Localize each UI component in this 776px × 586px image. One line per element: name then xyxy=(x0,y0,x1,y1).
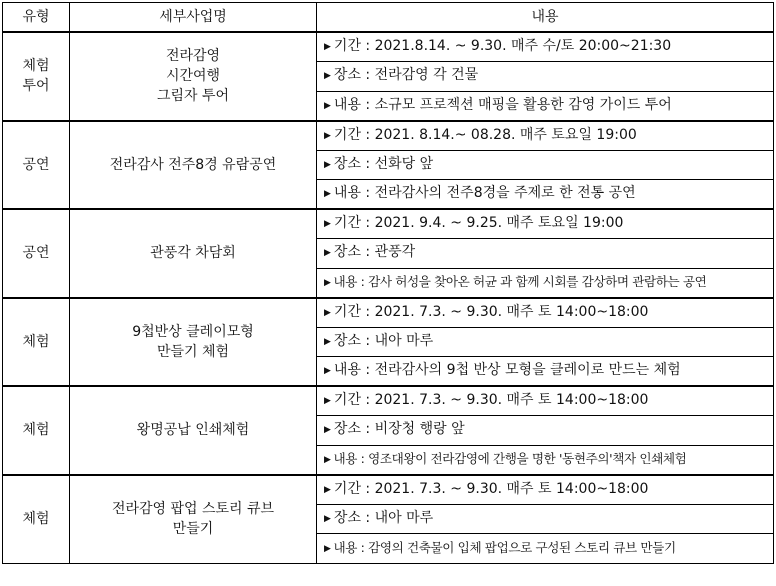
program-type-line: 투어 xyxy=(22,78,50,95)
program-name xyxy=(70,475,317,564)
program-name-line: 전라감영 xyxy=(165,48,221,65)
program-name-line: 왕명공납 인쇄체험 xyxy=(136,422,250,439)
triangle-bullet-icon: ▶ xyxy=(324,543,331,554)
triangle-bullet-icon: ▶ xyxy=(324,189,331,199)
detail-text: 내용 : 감사 허성을 찾아온 허균 과 함께 시회를 감상하며 관람하는 공연 xyxy=(333,274,707,289)
detail-text: 기간 : 2021. 7.3. ~ 9.30. 매주 토 14:00~18:00 xyxy=(333,303,649,320)
detail-period xyxy=(317,475,774,505)
program-name xyxy=(70,298,317,387)
table-row xyxy=(3,475,774,505)
triangle-bullet-icon: ▶ xyxy=(324,513,331,524)
program-name-line: 시간여행 xyxy=(165,68,221,85)
detail-description xyxy=(317,445,774,475)
detail-text: 장소 : 비장청 행랑 앞 xyxy=(333,421,465,438)
detail-period xyxy=(317,32,774,62)
triangle-bullet-icon: ▶ xyxy=(324,307,331,318)
detail-location xyxy=(317,327,774,357)
table-row xyxy=(3,298,774,328)
detail-period xyxy=(317,298,774,328)
program-type-line: 체험 xyxy=(22,511,50,527)
program-type xyxy=(3,32,70,121)
detail-text: 장소 : 전라감영 각 건물 xyxy=(333,67,479,84)
triangle-bullet-icon: ▶ xyxy=(324,396,331,406)
header-program-name: 세부사업명 xyxy=(70,3,317,33)
detail-text: 내용 : 소규모 프로젝션 매핑을 활용한 감영 가이드 투어 xyxy=(333,96,672,113)
detail-description xyxy=(317,180,774,210)
detail-location xyxy=(317,239,774,269)
detail-period xyxy=(317,386,774,416)
detail-text: 장소 : 내아 마루 xyxy=(333,332,434,349)
detail-description xyxy=(317,534,774,564)
triangle-bullet-icon: ▶ xyxy=(324,130,331,141)
triangle-bullet-icon: ▶ xyxy=(324,366,331,376)
detail-text: 기간 : 2021.8.14. ~ 9.30. 매주 수/토 20:00~21:30 xyxy=(333,38,672,54)
detail-description xyxy=(317,357,774,387)
detail-period xyxy=(317,121,774,151)
program-name-line: 관풍각 차담회 xyxy=(150,245,236,262)
detail-location xyxy=(317,62,774,92)
detail-text: 장소 : 선화당 앞 xyxy=(333,155,434,172)
header-content: 내용 xyxy=(317,3,774,33)
program-name-line: 만들기 xyxy=(172,521,214,537)
detail-text: 기간 : 2021. 7.3. ~ 9.30. 매주 토 14:00~18:00 xyxy=(333,480,649,497)
triangle-bullet-icon: ▶ xyxy=(324,336,331,347)
triangle-bullet-icon: ▶ xyxy=(324,484,331,495)
program-schedule-table xyxy=(2,2,774,564)
table-body xyxy=(3,32,774,563)
detail-location xyxy=(317,150,774,180)
program-type xyxy=(3,475,70,564)
header-type: 유형 xyxy=(3,3,70,33)
detail-text: 장소 : 내아 마루 xyxy=(333,509,434,526)
detail-description xyxy=(317,91,774,121)
program-name xyxy=(70,32,317,121)
detail-text: 내용 : 영조대왕이 전라감영에 간행을 명한 '동현주의'책자 인쇄체험 xyxy=(333,451,687,466)
program-type xyxy=(3,386,70,475)
program-name xyxy=(70,209,317,298)
program-name-line: 전라감사 전주8경 유람공연 xyxy=(109,156,277,173)
program-name xyxy=(70,386,317,475)
triangle-bullet-icon: ▶ xyxy=(324,455,331,465)
program-name-line: 그림자 투어 xyxy=(156,88,230,105)
triangle-bullet-icon: ▶ xyxy=(324,425,331,436)
triangle-bullet-icon: ▶ xyxy=(324,278,331,288)
program-type-line: 체험 xyxy=(22,422,50,439)
program-name-line: 만들기 체험 xyxy=(156,343,230,360)
program-name xyxy=(70,121,317,210)
table-row xyxy=(3,209,774,239)
detail-location xyxy=(317,416,774,446)
triangle-bullet-icon: ▶ xyxy=(324,219,331,229)
program-name-line: 9첩반상 클레이모형 xyxy=(132,323,254,340)
table-row xyxy=(3,32,774,62)
table-row xyxy=(3,386,774,416)
program-name-line: 전라감영 팝업 스토리 큐브 xyxy=(111,501,275,517)
triangle-bullet-icon: ▶ xyxy=(324,42,331,52)
program-type xyxy=(3,121,70,210)
detail-text: 기간 : 2021. 7.3. ~ 9.30. 매주 토 14:00~18:00 xyxy=(333,392,649,408)
program-type-line: 체험 xyxy=(22,333,50,350)
triangle-bullet-icon: ▶ xyxy=(324,159,331,170)
triangle-bullet-icon: ▶ xyxy=(324,248,331,259)
detail-text: 장소 : 관풍각 xyxy=(333,244,416,261)
detail-period xyxy=(317,209,774,239)
program-type-line: 공연 xyxy=(22,156,50,173)
detail-text: 내용 : 감영의 건축물이 입체 팝업으로 구성된 스토리 큐브 만들기 xyxy=(333,539,676,555)
program-type xyxy=(3,209,70,298)
detail-location xyxy=(317,504,774,534)
detail-text: 내용 : 전라감사의 전주8경을 주제로 한 전통 공연 xyxy=(333,185,636,201)
triangle-bullet-icon: ▶ xyxy=(324,71,331,82)
program-type-line: 체험 xyxy=(22,58,50,75)
detail-text: 기간 : 2021. 9.4. ~ 9.25. 매주 토요일 19:00 xyxy=(333,215,624,231)
table-row xyxy=(3,121,774,151)
program-type-line: 공연 xyxy=(22,245,50,262)
detail-description xyxy=(317,268,774,298)
detail-text: 내용 : 전라감사의 9첩 반상 모형을 클레이로 만드는 체험 xyxy=(333,362,681,378)
triangle-bullet-icon: ▶ xyxy=(324,100,331,111)
table-header-row xyxy=(3,3,774,33)
detail-text: 기간 : 2021. 8.14.~ 08.28. 매주 토요일 19:00 xyxy=(333,126,637,143)
program-type xyxy=(3,298,70,387)
